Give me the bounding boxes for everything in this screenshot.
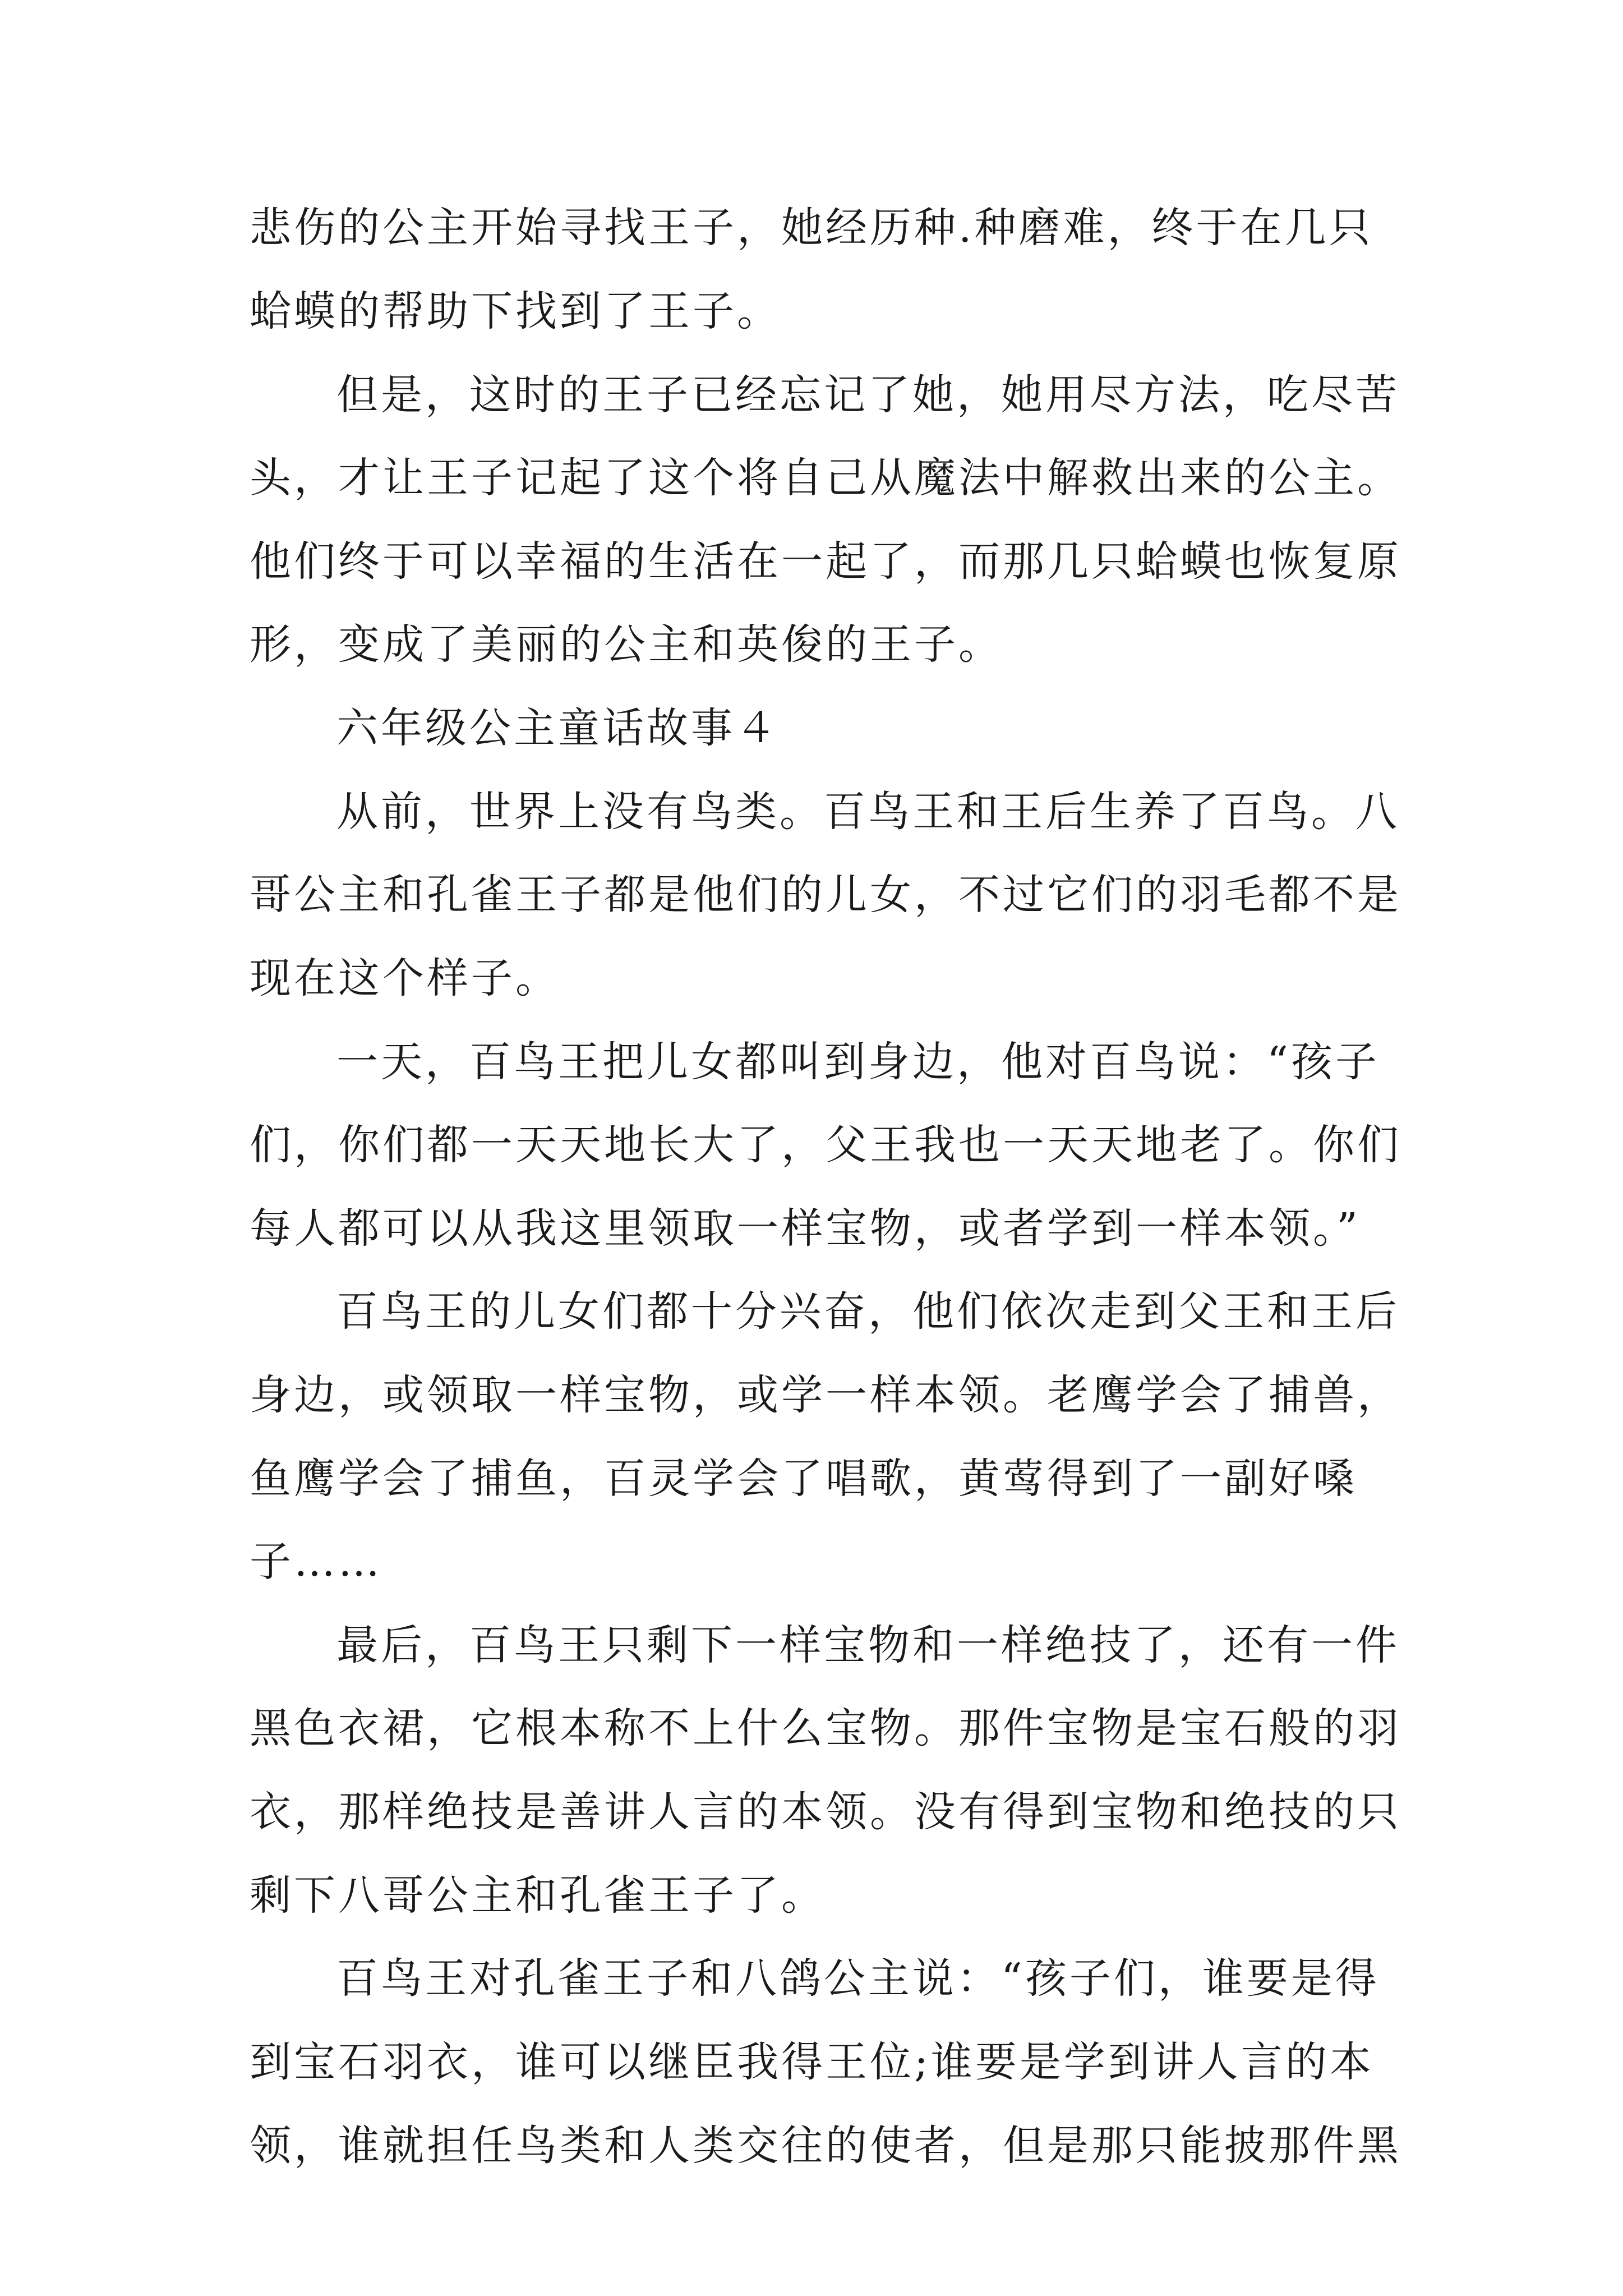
text-line: 每人都可以从我这里领取一样宝物，或者学到一样本领。” [250, 1204, 1361, 1253]
text-line: 衣，那样绝技是善讲人言的本领。没有得到宝物和绝技的只 [250, 1788, 1401, 1836]
text-line: 形，变成了美丽的公主和英俊的王子。 [250, 620, 1003, 669]
text-line: 蛤蟆的帮助下找到了王子。 [250, 287, 781, 335]
text-line: 他们终于可以幸福的生活在一起了，而那几只蛤蟆也恢复原 [250, 537, 1401, 586]
text-line: 一天，百鸟王把儿女都叫到身边，他对百鸟说：“孩子 [336, 1038, 1380, 1086]
section-heading: 六年级公主童话故事４ [336, 704, 780, 752]
text-line: 领，谁就担任鸟类和人类交往的使者，但是那只能披那件黑 [250, 2122, 1401, 2170]
text-line: 头，才让王子记起了这个将自己从魔法中解救出来的公主。 [250, 454, 1401, 502]
text-line: 黑色衣裙，它根本称不上什么宝物。那件宝物是宝石般的羽 [250, 1704, 1401, 1752]
text-line: 百鸟王的儿女们都十分兴奋，他们依次走到父王和王后 [336, 1287, 1400, 1336]
text-line: 现在这个样子。 [250, 954, 560, 1002]
text-line: 们，你们都一天天地长大了，父王我也一天天地老了。你们 [250, 1121, 1401, 1169]
text-line: 到宝石羽衣，谁可以继臣我得王位;谁要是学到讲人言的本 [250, 2038, 1374, 2086]
text-line: 悲伤的公主开始寻找王子，她经历种.种磨难，终于在几只 [250, 204, 1373, 252]
text-line: 最后，百鸟王只剩下一样宝物和一样绝技了，还有一件 [336, 1621, 1400, 1669]
text-line: 百鸟王对孔雀王子和八鸽公主说：“孩子们，谁要是得 [336, 1954, 1380, 2003]
text-line: 哥公主和孔雀王子都是他们的儿女，不过它们的羽毛都不是 [250, 871, 1401, 919]
text-line: 身边，或领取一样宝物，或学一样本领。老鹰学会了捕兽， [250, 1371, 1401, 1419]
text-line: 鱼鹰学会了捕鱼，百灵学会了唱歌，黄莺得到了一副好嗓 [250, 1455, 1357, 1503]
text-line: 剩下八哥公主和孔雀王子了。 [250, 1871, 826, 1920]
text-line: 子…… [250, 1538, 382, 1586]
text-line: 从前，世界上没有鸟类。百鸟王和王后生养了百鸟。八 [336, 788, 1400, 836]
text-line: 但是，这时的王子已经忘记了她，她用尽方法，吃尽苦 [336, 371, 1400, 419]
